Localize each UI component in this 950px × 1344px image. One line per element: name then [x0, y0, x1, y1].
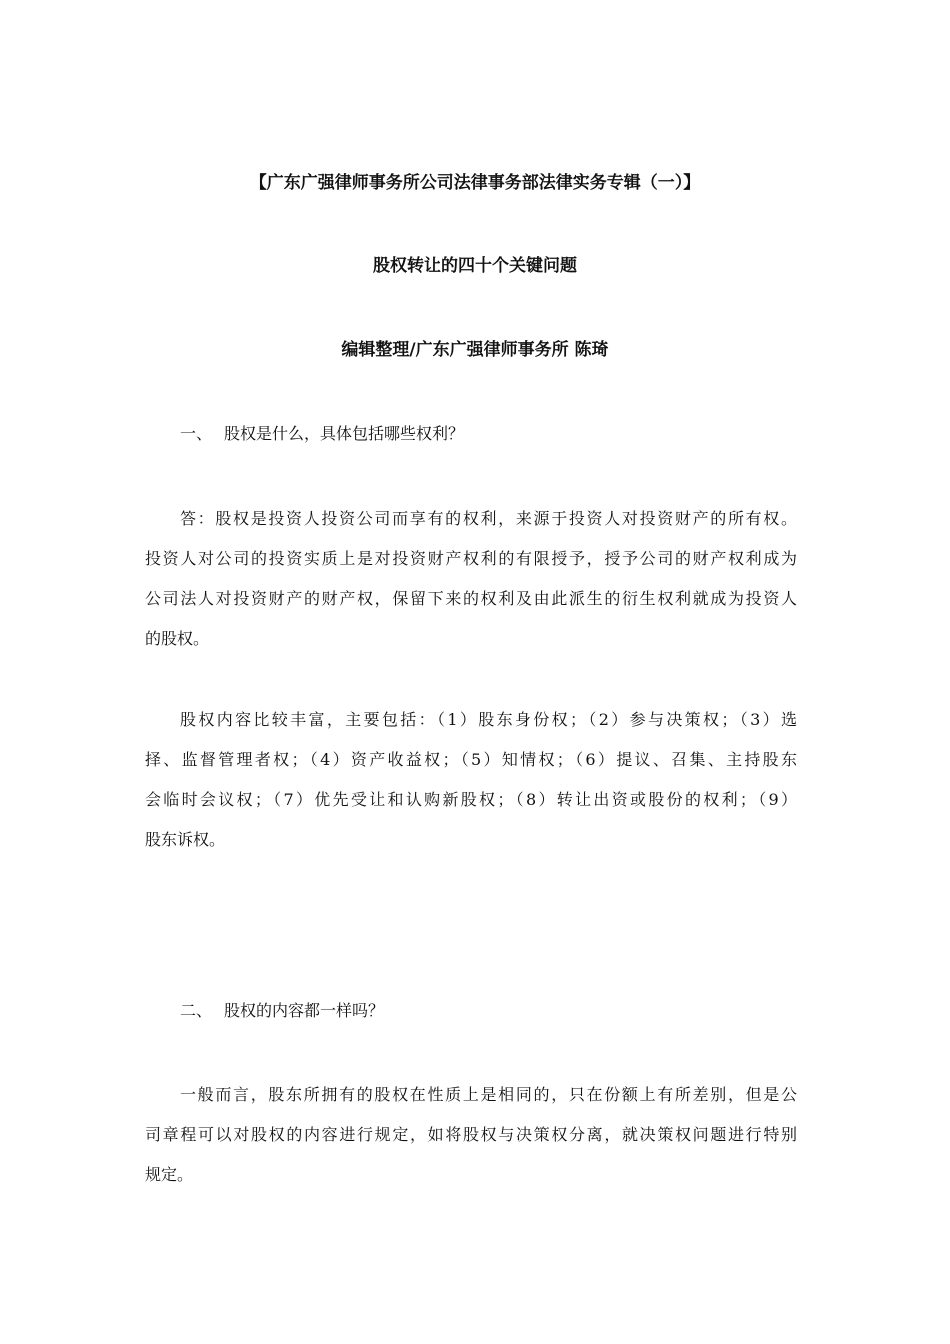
section-2-question	[180, 999, 384, 1023]
paragraph-line: 股权内容比较丰富，主要包括：（1）股东身份权；（2）参与决策权；（3）选	[180, 710, 797, 729]
paragraph-line: 一般而言，股东所拥有的股权在性质上是相同的，只在份额上有所差别，但是公	[180, 1085, 797, 1104]
paragraph-line: 投资人对公司的投资实质上是对投资财产权利的有限授予，授予公司的财产权利成为	[145, 549, 797, 568]
byline: 编辑整理/广东广强律师事务所 陈琦	[341, 340, 609, 360]
paragraph-line: 司章程可以对股权的内容进行规定，如将股权与决策权分离，就决策权问题进行特别	[145, 1125, 797, 1144]
series-title: 【广东广强律师事务所公司法律事务部法律实务专辑（一）】	[249, 173, 701, 193]
document-title: 股权转让的四十个关键问题	[373, 256, 577, 276]
paragraph-line: 股东诉权。	[145, 830, 226, 849]
section-1-question	[180, 422, 464, 446]
paragraph-line: 公司法人对投资财产的财产权，保留下来的权利及由此派生的衍生权利就成为投资人	[145, 589, 797, 608]
section-2-number: 二、	[180, 1001, 213, 1020]
section-2-question-text: 股权的内容都一样吗？	[224, 1001, 385, 1020]
section-1-number: 一、	[180, 424, 213, 443]
section-2-paragraph-1	[145, 1075, 797, 1195]
paragraph-line: 的股权。	[145, 629, 210, 648]
paragraph-line: 择、监督管理者权；（4）资产收益权；（5）知情权；（6）提议、召集、主持股东	[145, 750, 797, 769]
paragraph-line: 规定。	[145, 1165, 194, 1184]
paragraph-line: 答：股权是投资人投资公司而享有的权利，来源于投资人对投资财产的所有权。	[180, 509, 797, 528]
section-1-paragraph-2	[145, 700, 797, 860]
section-1-question-text: 股权是什么，具体包括哪些权利？	[224, 424, 465, 443]
paragraph-line: 会临时会议权；（7）优先受让和认购新股权；（8）转让出资或股份的权利；（9）	[145, 790, 797, 809]
section-1-paragraph-1	[145, 499, 797, 659]
